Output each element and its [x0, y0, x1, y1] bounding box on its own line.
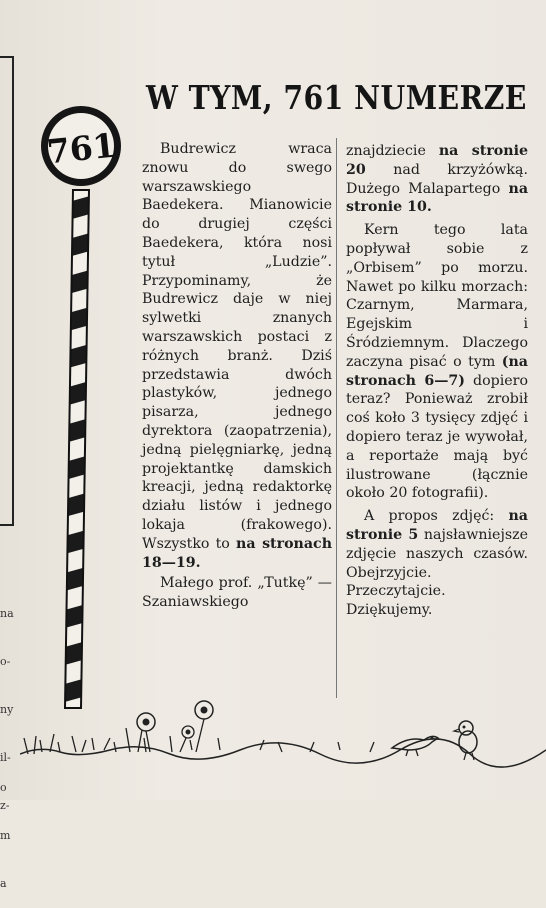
adjacent-column-text-top: na o- ny il- z-	[0, 607, 14, 812]
paragraph-kern: Kern tego lata popływał sobie z „Orbisem” po morzu. Nawet po kilku morzach: Czarnym, Marmara, Egejskim i Śródziemnym. Dlaczego zaczyna pisać o tym (na stronach 6—7) dopiero teraz? Ponieważ zrobił coś koło 3 tysięcy zdjęć i dopiero teraz je wywołał, a reportaże mają być ilustrowane (łącznie około 20 fotografii).	[346, 222, 528, 502]
sign-number: 761	[44, 125, 118, 172]
grass-birds-illustration	[20, 688, 546, 768]
paragraph-apropos: A propos zdjęć: na stronie 5 najsławniejsze zdjęcie naszych czasów. Obejrzyjcie. Przeczytajcie. Dziękujemy.	[346, 508, 528, 619]
article-column-right	[346, 142, 528, 620]
article-column-left	[142, 140, 332, 612]
paragraph-continuation: znajdziecie na stronie 20 nad krzyżówką. Dużego Malapartego na stronie 10.	[346, 143, 529, 216]
flower-icon	[182, 726, 194, 738]
paragraph-tutka: Małego prof. „Tutkę” — Szaniawskiego	[142, 575, 332, 611]
adjacent-column-text-bottom: o m a	[0, 781, 11, 890]
bird-icon	[454, 721, 477, 760]
flower-icon	[195, 701, 213, 752]
striped-road-sign-illustration	[34, 98, 154, 738]
adjacent-column-frame	[0, 56, 14, 526]
page-title: W TYM, 761 NUMERZE	[146, 78, 527, 117]
column-divider	[336, 138, 337, 698]
paragraph-budrewicz: Budrewicz wraca znowu do swego warszawskiego Baedekera. Mianowicie do drugiej części Baedekera, która nosi tytuł „Ludzie”. Przypominamy, że Budrewicz daje w niej sylwetki znanych warszawskich postaci z różnych branż. Dziś przedstawia dwóch plastyków, jednego pisarza, jednego dyrektora (zaopatrzenia), jedną pielęgniarkę, jedną projektantkę damskich kreacji, jedną redaktorkę działu listów i jednego lokaja (frakowego). Wszystko to na stronach 18—19.	[142, 141, 333, 571]
